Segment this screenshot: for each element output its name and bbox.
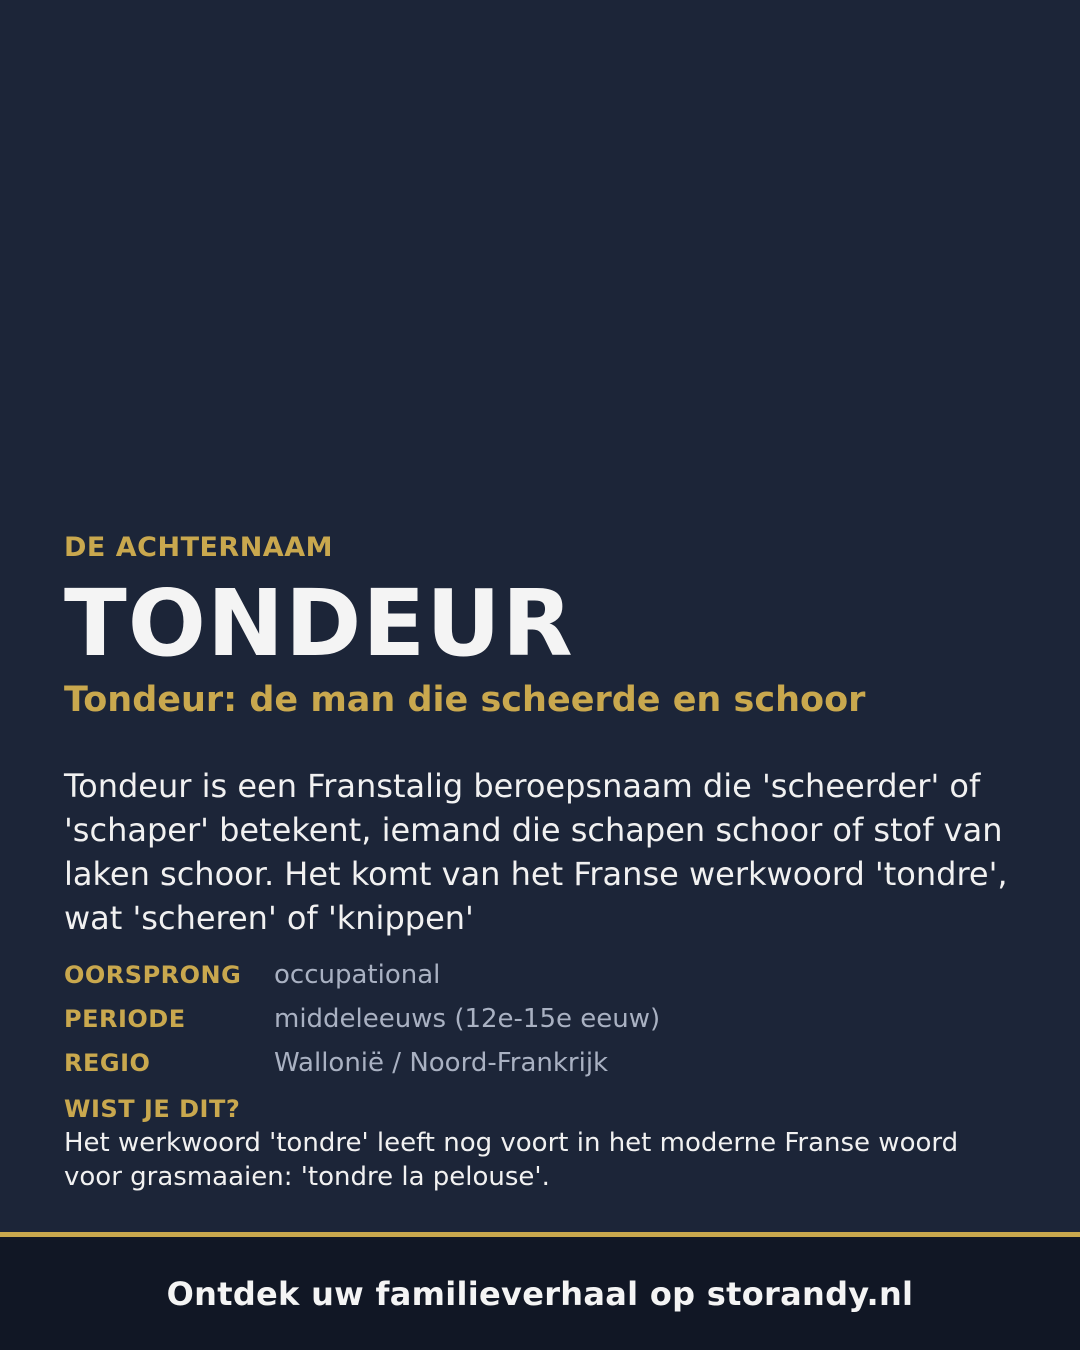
- fact-row-region: [64, 1048, 1024, 1092]
- fact-value: middeleeuws (12e-15e eeuw): [274, 1004, 661, 1034]
- kicker-label: DE ACHTERNAAM: [64, 532, 333, 563]
- surname-description: Tondeur is een Franstalig beroepsnaam die 'scheerder' of 'schaper' betekent, iemand die schapen schoor of stof van laken schoor. Het komt van het Franse werkwoord 'tondre', wat 'scheren' of 'knippen': [64, 767, 1008, 937]
- fact-value: occupational: [274, 960, 441, 990]
- fact-label: REGIO: [64, 1049, 151, 1077]
- surname-title: TONDEUR: [64, 570, 574, 677]
- facts-list: [64, 960, 1024, 1092]
- surname-card: [64, 530, 1024, 1194]
- surname-subtitle: Tondeur: de man die scheerde en schoor: [64, 680, 866, 720]
- footer-banner: [0, 1237, 1080, 1350]
- did-you-know-text: Het werkwoord 'tondre' leeft nog voort in het moderne Franse woord voor grasmaaien: 'tondre la pelouse'.: [64, 1128, 959, 1192]
- fact-row-period: [64, 1004, 1024, 1048]
- fact-label: OORSPRONG: [64, 961, 242, 989]
- fact-value: Wallonië / Noord-Frankrijk: [274, 1048, 609, 1078]
- did-you-know: [64, 1094, 1024, 1194]
- fact-label: PERIODE: [64, 1005, 186, 1033]
- did-you-know-label: WIST JE DIT?: [64, 1095, 241, 1123]
- fact-row-origin: [64, 960, 1024, 1004]
- footer-cta-text: Ontdek uw familieverhaal op storandy.nl: [166, 1274, 914, 1313]
